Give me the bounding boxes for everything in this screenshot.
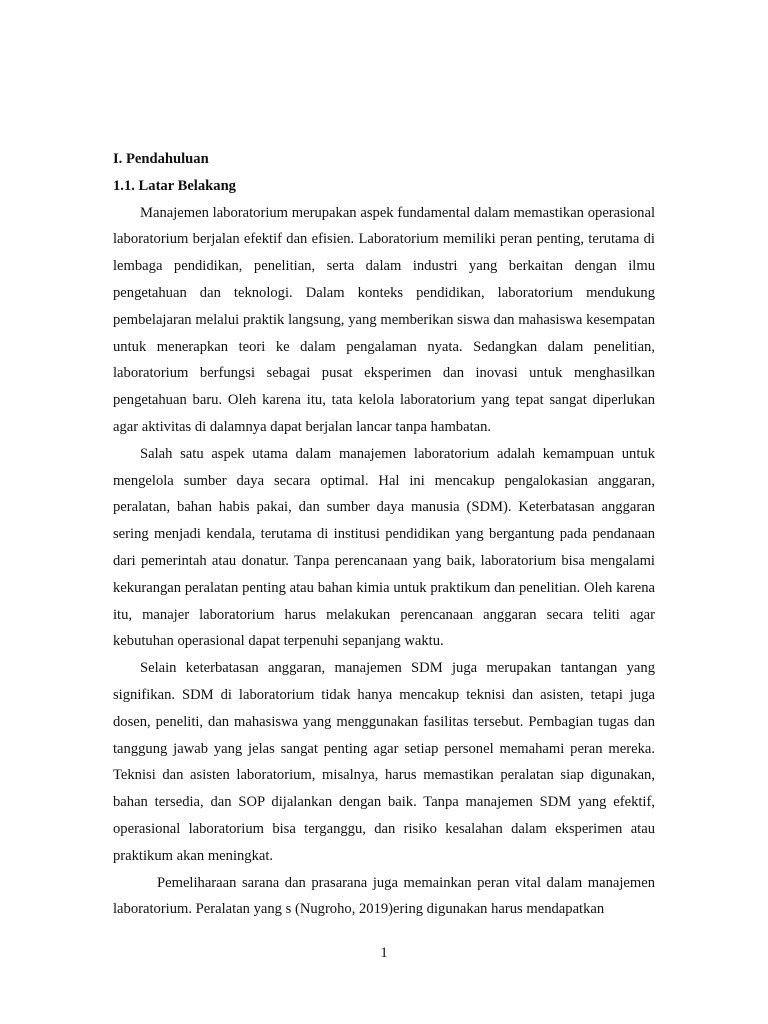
paragraph-4: Pemeliharaan sarana dan prasarana juga memainkan peran vital dalam manajemen laboratorium. Peralatan yang s (Nugroho, 2019)ering digunakan harus mendapatkan xyxy=(113,874,655,918)
paragraph-3: Selain keterbatasan anggaran, manajemen SDM juga merupakan tantangan yang signifikan. SDM di laboratorium tidak hanya mencakup teknisi dan asisten, tetapi juga dosen, peneliti, dan mahasiswa yang menggunakan fasilitas tersebut. Pembagian tugas dan tanggung jawab yang jelas sangat penting agar setiap personel memahami peran mereka. Teknisi dan asisten laboratorium, misalnya, harus memastikan peralatan siap digunakan, bahan tersedia, dan SOP dijalankan dengan baik. Tanpa manajemen SDM yang efektif, operasional laboratorium bisa terganggu, dan risiko kesalahan dalam eksperimen atau praktikum akan meningkat. xyxy=(113,660,655,864)
paragraph-2: Salah satu aspek utama dalam manajemen laboratorium adalah kemampuan untuk mengelola sumber daya secara optimal. Hal ini mencakup pengalokasian anggaran, peralatan, bahan habis pakai, dan sumber daya manusia (SDM). Keterbatasan anggaran sering menjadi kendala, terutama di institusi pendidikan yang bergantung pada pendanaan dari pemerintah atau donatur. Tanpa perencanaan yang baik, laboratorium bisa mengalami kekurangan peralatan penting atau bahan kimia untuk praktikum dan penelitian. Oleh karena itu, manajer laboratorium harus melakukan perencanaan anggaran secara teliti agar kebutuhan operasional dapat terpenuhi sepanjang waktu. xyxy=(113,445,655,650)
subsection-heading: 1.1. Latar Belakang xyxy=(113,177,236,194)
page-number: 1 xyxy=(380,945,388,961)
paragraph-1: Manajemen laboratorium merupakan aspek fundamental dalam memastikan operasional laboratorium berjalan efektif dan efisien. Laboratorium memiliki peran penting, terutama di lembaga pendidikan, penelitian, serta dalam industri yang berkaitan dengan ilmu pengetahuan dan teknologi. Dalam konteks pendidikan, laboratorium mendukung pembelajaran melalui praktik langsung, yang memberikan siswa dan mahasiswa kesempatan untuk menerapkan teori ke dalam pengalaman nyata. Sedangkan dalam penelitian, laboratorium berfungsi sebagai pusat eksperimen dan inovasi untuk menghasilkan pengetahuan baru. Oleh karena itu, tata kelola laboratorium yang tepat sangat diperlukan agar aktivitas di dalamnya dapat berjalan lancar tanpa hambatan. xyxy=(113,204,655,435)
section-heading: I. Pendahuluan xyxy=(113,151,209,167)
page-body xyxy=(113,146,655,923)
